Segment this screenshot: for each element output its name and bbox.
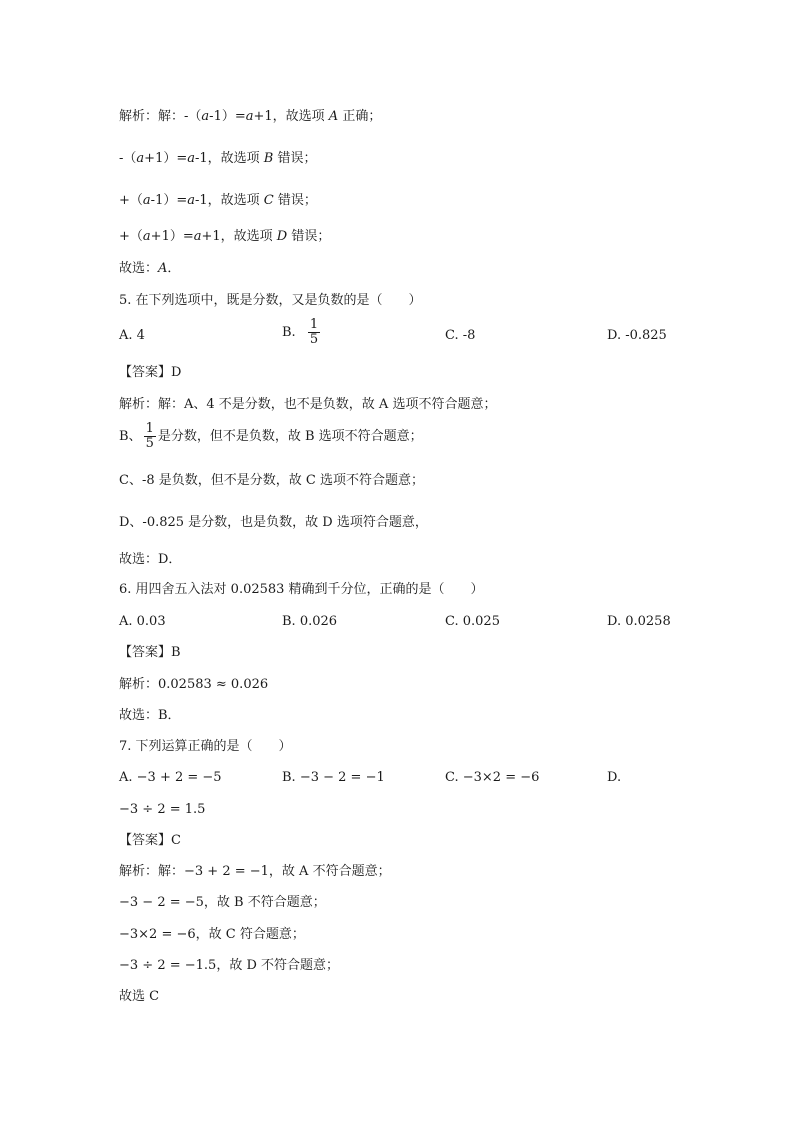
q5-explanation-2 — [119, 422, 423, 451]
prev-explanation-line-3 — [119, 192, 317, 210]
option-label: B. — [282, 325, 296, 340]
numerator: 1 — [145, 421, 154, 436]
q5-stem: 5. 在下列选项中，既是分数，又是负数的是（ ） — [119, 293, 422, 308]
q7-explanation-1: 解析：解：−3 + 2 = −1，故 A 不符合题意； — [119, 864, 391, 879]
prev-explanation-line-2 — [119, 150, 317, 168]
q6-option-d: D. 0.0258 — [607, 614, 671, 629]
q6-option-a: A. 0.03 — [119, 614, 166, 629]
denominator: 5 — [309, 332, 319, 347]
var: B — [263, 151, 274, 166]
text: 解析：解：-（ — [119, 109, 202, 124]
q5-answer: 【答案】D — [119, 365, 182, 380]
q6-conclusion: 故选：B． — [119, 708, 181, 723]
prev-explanation-line-1 — [119, 108, 381, 126]
q6-option-c: C. 0.025 — [445, 614, 500, 629]
text: +1，故选项 — [253, 109, 329, 124]
text: +1）= — [144, 151, 188, 166]
q5-explanation-3: C、-8 是负数，但不是分数，故 C 选项不符合题意； — [119, 473, 424, 488]
prev-explanation-line-4 — [119, 228, 330, 246]
text: 错误； — [273, 193, 317, 208]
q7-explanation-2: −3 − 2 = −5，故 B 不符合题意； — [119, 895, 326, 910]
q7-option-a: A. −3 + 2 = −5 — [119, 770, 222, 785]
text: +（ — [119, 229, 143, 244]
var: D — [276, 229, 288, 244]
q5-option-b — [282, 318, 322, 347]
q7-conclusion: 故选 C — [119, 989, 160, 1004]
q7-answer: 【答案】C — [119, 833, 181, 848]
var: a — [142, 193, 151, 208]
var: A — [158, 261, 168, 276]
text: 是分数，但不是负数，故 B 选项不符合题意； — [157, 429, 423, 444]
q6-option-b: B. 0.026 — [282, 614, 338, 629]
q5-option-d: D. -0.825 — [607, 328, 667, 343]
var: a — [136, 151, 145, 166]
text: -1，故选项 — [195, 193, 264, 208]
text: -1，故选项 — [195, 151, 264, 166]
text: ． — [167, 261, 181, 276]
text: 错误； — [273, 151, 317, 166]
q5-option-c: C. -8 — [445, 328, 476, 343]
q7-option-c: C. −3×2 = −6 — [445, 770, 540, 785]
q6-stem: 6. 用四舍五入法对 0.02583 精确到千分位，正确的是（ ） — [119, 582, 484, 597]
var: a — [187, 193, 195, 208]
var: a — [142, 229, 151, 244]
var: a — [245, 109, 254, 124]
q7-explanation-4: −3 ÷ 2 = −1.5，故 D 不符合题意； — [119, 958, 340, 973]
text: B、 — [119, 429, 142, 444]
q7-option-d: D. — [607, 770, 622, 785]
q7-option-d-expression: −3 ÷ 2 = 1.5 — [119, 802, 206, 817]
q5-option-a: A. 4 — [119, 328, 145, 343]
q5-explanation-4: D、-0.825 是分数，也是负数，故 D 选项符合题意， — [119, 515, 428, 530]
text: +1）= — [150, 229, 194, 244]
var: A — [328, 109, 339, 124]
text: 错误； — [287, 229, 331, 244]
q5-explanation-1: 解析：解：A、4 不是分数，也不是负数，故 A 选项不符合题意； — [119, 397, 497, 412]
q5-conclusion: 故选：D． — [119, 552, 182, 567]
var: a — [201, 109, 210, 124]
fraction — [144, 422, 156, 451]
text: 正确； — [338, 109, 382, 124]
text: -1）= — [209, 109, 246, 124]
numerator: 1 — [309, 317, 319, 332]
text: +1，故选项 — [201, 229, 277, 244]
q6-explanation: 解析：0.02583 ≈ 0.026 — [119, 677, 269, 692]
text: -1）= — [150, 193, 188, 208]
text: -（ — [119, 151, 137, 166]
var: a — [187, 151, 195, 166]
q7-option-b: B. −3 − 2 = −1 — [282, 770, 385, 785]
fraction — [308, 318, 320, 347]
q7-explanation-3: −3×2 = −6，故 C 符合题意； — [119, 927, 305, 942]
q7-stem: 7. 下列运算正确的是（ ） — [119, 739, 292, 754]
denominator: 5 — [145, 436, 154, 451]
q6-answer: 【答案】B — [119, 645, 181, 660]
var: C — [263, 193, 274, 208]
text: +（ — [119, 193, 143, 208]
text: 故选： — [119, 261, 159, 276]
prev-conclusion — [119, 260, 180, 278]
var: a — [193, 229, 202, 244]
